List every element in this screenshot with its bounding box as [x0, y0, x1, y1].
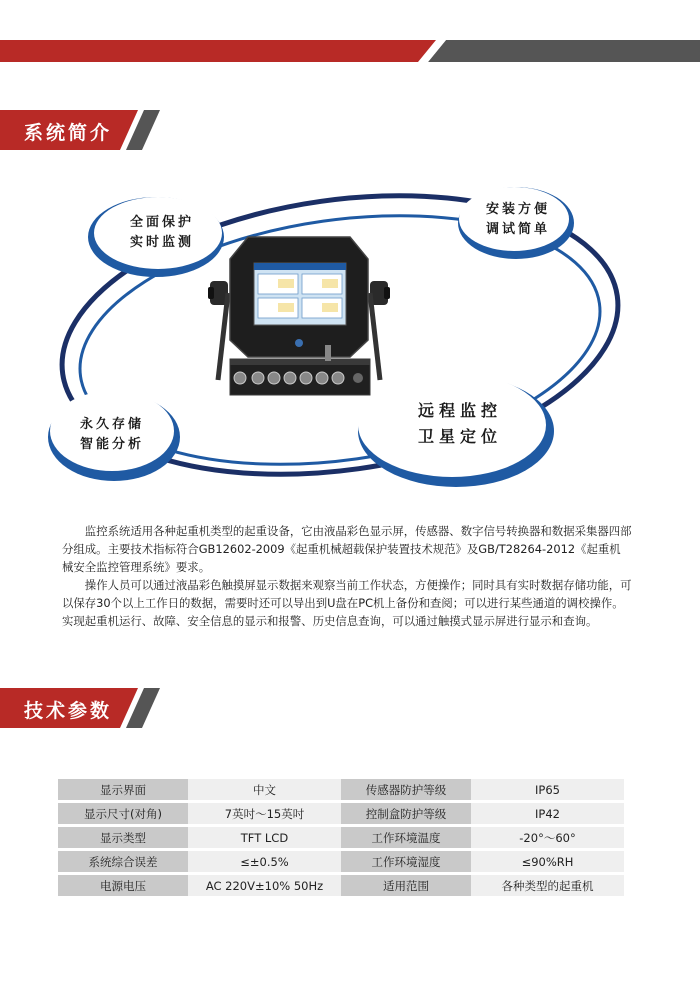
section-header-params	[0, 688, 180, 728]
table-row	[58, 851, 624, 872]
table-row	[58, 875, 624, 896]
spec-value: 各种类型的起重机	[471, 875, 624, 896]
intro-paragraph-1: 监控系统适用各种起重机类型的起重设备，它由液晶彩色显示屏，传感器、数字信号转换器和数据采集器四部分组成。主要技术指标符合GB12602-2009《起重机械超载保护装置技术规范》及GB/T28264-2012《起重机械安全监控管理系统》要求。	[62, 524, 632, 574]
table-row	[58, 803, 624, 824]
feature-text-bottom-left: 永久存储 智能分析	[79, 417, 144, 452]
monitor-device	[208, 237, 390, 395]
spec-label: 工作环境湿度	[341, 851, 471, 872]
intro-text	[62, 522, 632, 630]
spec-value: TFT LCD	[188, 827, 341, 848]
spec-value: 7英吋～15英吋	[188, 803, 341, 824]
spec-table	[58, 776, 624, 899]
spec-value: AC 220V±10% 50Hz	[188, 875, 341, 896]
spec-label: 传感器防护等级	[341, 779, 471, 800]
spec-label: 显示类型	[58, 827, 188, 848]
spec-value: IP42	[471, 803, 624, 824]
spec-value: ≤90%RH	[471, 851, 624, 872]
spec-label: 适用范围	[341, 875, 471, 896]
feature-text-top-right: 安装方便 调试简单	[485, 202, 550, 237]
spec-label: 电源电压	[58, 875, 188, 896]
spec-label: 显示尺寸(对角)	[58, 803, 188, 824]
spec-value: ≤±0.5%	[188, 851, 341, 872]
feature-text-top-left: 全面保护 实时监测	[129, 215, 194, 250]
spec-label: 系统综合误差	[58, 851, 188, 872]
spec-label: 工作环境温度	[341, 827, 471, 848]
intro-paragraph-2: 操作人员可以通过液晶彩色触摸屏显示数据来观察当前工作状态，方便操作；同时具有实时数据存储功能，可以保存30个以上工作日的数据，需要时还可以导出到U盘在PC机上备份和查阅；可以进行某些通道的调校操作。实现起重机运行、故障、安全信息的显示和报警、历史信息查询，可以通过触摸式显示屏进行显示和查询。	[62, 578, 632, 628]
top-decor-band	[0, 40, 700, 62]
table-row	[58, 779, 624, 800]
spec-value: 中文	[188, 779, 341, 800]
spec-value: IP65	[471, 779, 624, 800]
spec-label: 控制盒防护等级	[341, 803, 471, 824]
table-row	[58, 827, 624, 848]
feature-text-bottom-right: 远程监控 卫星定位	[417, 401, 502, 446]
section-title-params: 技术参数	[24, 700, 113, 722]
spec-value: -20°～60°	[471, 827, 624, 848]
section-title-intro: 系统简介	[24, 122, 113, 144]
section-header-intro	[0, 110, 180, 150]
spec-label: 显示界面	[58, 779, 188, 800]
